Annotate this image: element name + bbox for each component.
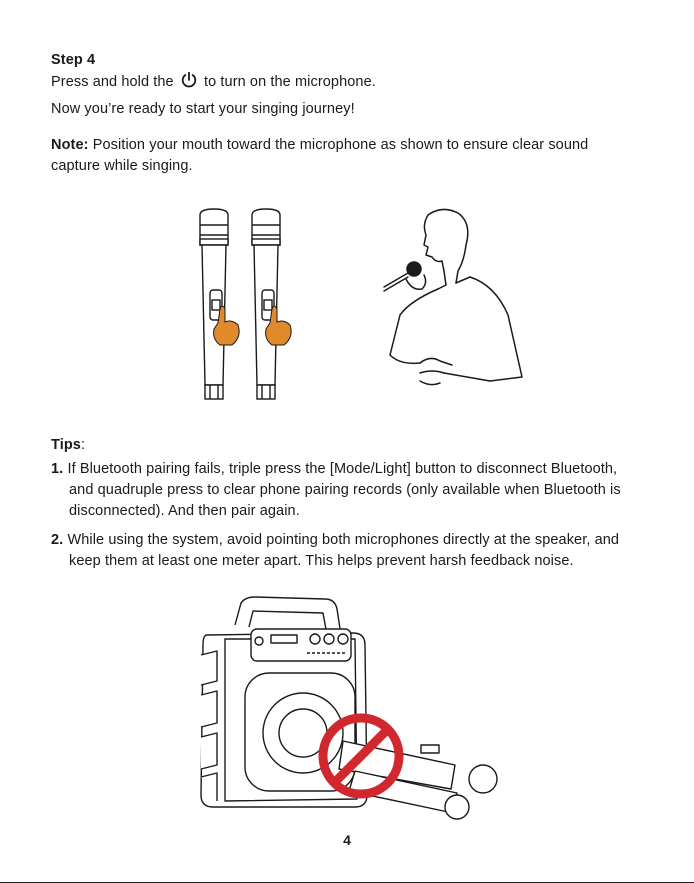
tip-text-line: While using the system, avoid pointing both microphones directly at the speaker, and [67,532,620,548]
tip-number: 1. [51,461,64,477]
tip-text-line: keep them at least one meter apart. This helps prevent harsh feedback noise. [69,553,574,569]
power-icon [180,71,198,89]
power-instruction [51,71,376,93]
tips-label: Tips [51,437,81,453]
tip-item-2 [51,530,651,572]
speaker-feedback-illustration [195,595,505,820]
note-text: Position your mouth toward the microphone as shown to ensure clear sound capture while singing. [51,137,589,174]
tip-item-1 [51,459,651,522]
note-label: Note: [51,137,89,153]
step-title: Step 4 [51,52,96,68]
page-number: 4 [343,832,351,848]
tip-text-line: disconnected). And then pair again. [69,503,300,519]
tips-colon: : [80,437,86,453]
tip-number: 2. [51,532,64,548]
microphones-illustration [190,205,300,405]
tips-heading [51,435,85,456]
power-instruction-after: to turn on the microphone. [204,74,376,90]
singer-illustration [380,205,530,400]
power-instruction-before: Press and hold the [51,74,174,90]
ready-text: Now you’re ready to start your singing journey! [51,101,355,117]
note [51,135,631,177]
tip-text-line: and quadruple press to clear phone pairing records (only available when Bluetooth is [69,482,621,498]
tip-text-line: If Bluetooth pairing fails, triple press the [Mode/Light] button to disconnect Bluetooth, [67,461,618,477]
